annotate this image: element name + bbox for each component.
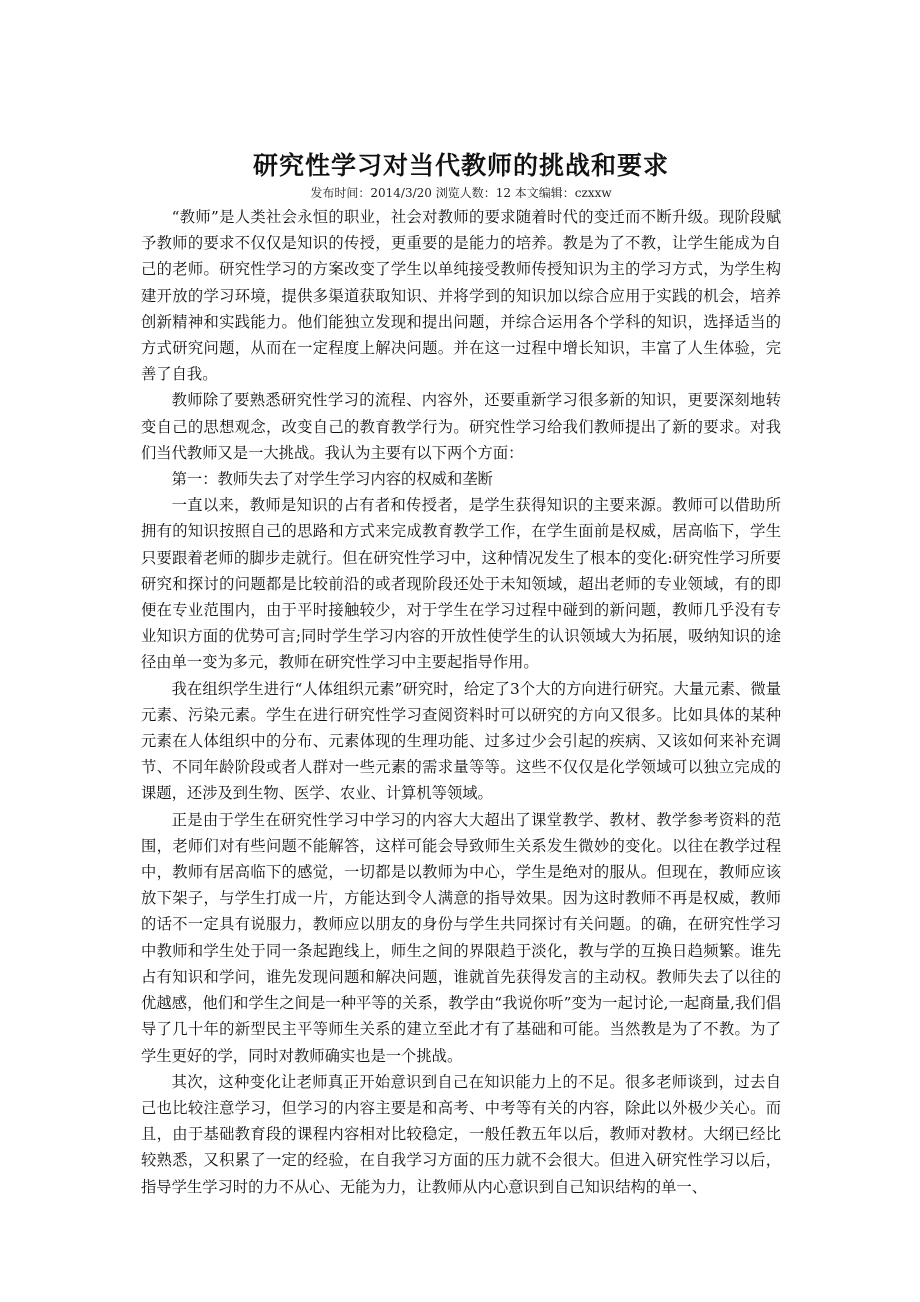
paragraph: “教师”是人类社会永恒的职业，社会对教师的要求随着时代的变迁而不断升级。现阶段赋予教师的要求不仅仅是知识的传授，更重要的是能力的培养。教是为了不教，让学生能成为自己的老师。研究性学习的方案改变了学生以单纯接受教师传授知识为主的学习方式，为学生构建开放的学习环境，提供多渠道获取知识、并将学到的知识加以综合应用于实践的机会，培养创新精神和实践能力。他们能独立发现和提出问题，并综合运用各个学科的知识，选择适当的方式研究问题，从而在一定程度上解决问题。并在这一过程中增长知识，丰富了人生体验，完善了自我。 bbox=[141, 208, 781, 384]
paragraph: 教师除了要熟悉研究性学习的流程、内容外，还要重新学习很多新的知识，更要深刻地转变自己的思想观念，改变自己的教育教学行为。研究性学习给我们教师提出了新的要求。对我们当代教师又是一大挑战。我认为主要有以下两个方面： bbox=[141, 391, 781, 462]
article-meta: 发布时间：2014/3/20 浏览人数：12 本文编辑：czxxw bbox=[310, 186, 612, 200]
document-page bbox=[141, 140, 781, 1200]
paragraph: 一直以来，教师是知识的占有者和传授者，是学生获得知识的主要来源。教师可以借助所拥有的知识按照自己的思路和方式来完成教育教学工作，在学生面前是权威，居高临下，学生只要跟着老师的脚步走就行。但在研究性学习中，这种情况发生了根本的变化:研究性学习所要研究和探讨的问题都是比较前沿的或者现阶段还处于未知领域，超出老师的专业领域，有的即便在专业范围内，由于平时接触较少，对于学生在学习过程中碰到的新问题，教师几乎没有专业知识方面的优势可言;同时学生学习内容的开放性使学生的认识领域大为拓展，吸纳知识的途径由单一变为多元，教师在研究性学习中主要起指导作用。 bbox=[141, 496, 781, 672]
section-heading: 第一：教师失去了对学生学习内容的权威和垄断 bbox=[171, 470, 493, 489]
paragraph: 我在组织学生进行“人体组织元素”研究时，给定了3个大的方向进行研究。大量元素、微量元素、污染元素。学生在进行研究性学习查阅资料时可以研究的方向又很多。比如具体的某种元素在人体组织中的分布、元素体现的生理功能、过多过少会引起的疾病、又该如何来补充调节、不同年龄阶段或者人群对一些元素的需求量等等。这些不仅仅是化学领域可以独立完成的课题，还涉及到生物、医学、农业、计算机等领域。 bbox=[141, 679, 781, 803]
paragraph: 正是由于学生在研究性学习中学习的内容大大超出了课堂教学、教材、教学参考资料的范围，老师们对有些问题不能解答，这样可能会导致师生关系发生微妙的变化。以往在教学过程中，教师有居高临下的感觉，一切都是以教师为中心，学生是绝对的服从。但现在，教师应该放下架子，与学生打成一片，方能达到令人满意的指导效果。因为这时教师不再是权威，教师的话不一定具有说服力，教师应以朋友的身份与学生共同探讨有关问题。的确，在研究性学习中教师和学生处于同一条起跑线上，师生之间的界限趋于淡化，教与学的互换日趋频繁。谁先占有知识和学问，谁先发现问题和解决问题，谁就首先获得发言的主动权。教师失去了以往的优越感，他们和学生之间是一种平等的关系，教学由“我说你听”变为一起讨论,一起商量,我们倡导了几十年的新型民主平等师生关系的建立至此才有了基础和可能。当然教是为了不教。为了学生更好的学，同时对教师确实也是一个挑战。 bbox=[141, 810, 781, 1065]
paragraph: 其次，这种变化让老师真正开始意识到自己在知识能力上的不足。很多老师谈到，过去自己也比较注意学习，但学习的内容主要是和高考、中考等有关的内容，除此以外极少关心。而且，由于基础教育段的课程内容相对比较稳定，一般任教五年以后，教师对教材。大纲已经比较熟悉，又积累了一定的经验，在自我学习方面的压力就不会很大。但进入研究性学习以后，指导学生学习时的力不从心、无能为力，让教师从内心意识到自己知识结构的单一、 bbox=[141, 1072, 781, 1196]
article-body bbox=[141, 204, 781, 1200]
article-title: 研究性学习对当代教师的挑战和要求 bbox=[252, 151, 669, 180]
